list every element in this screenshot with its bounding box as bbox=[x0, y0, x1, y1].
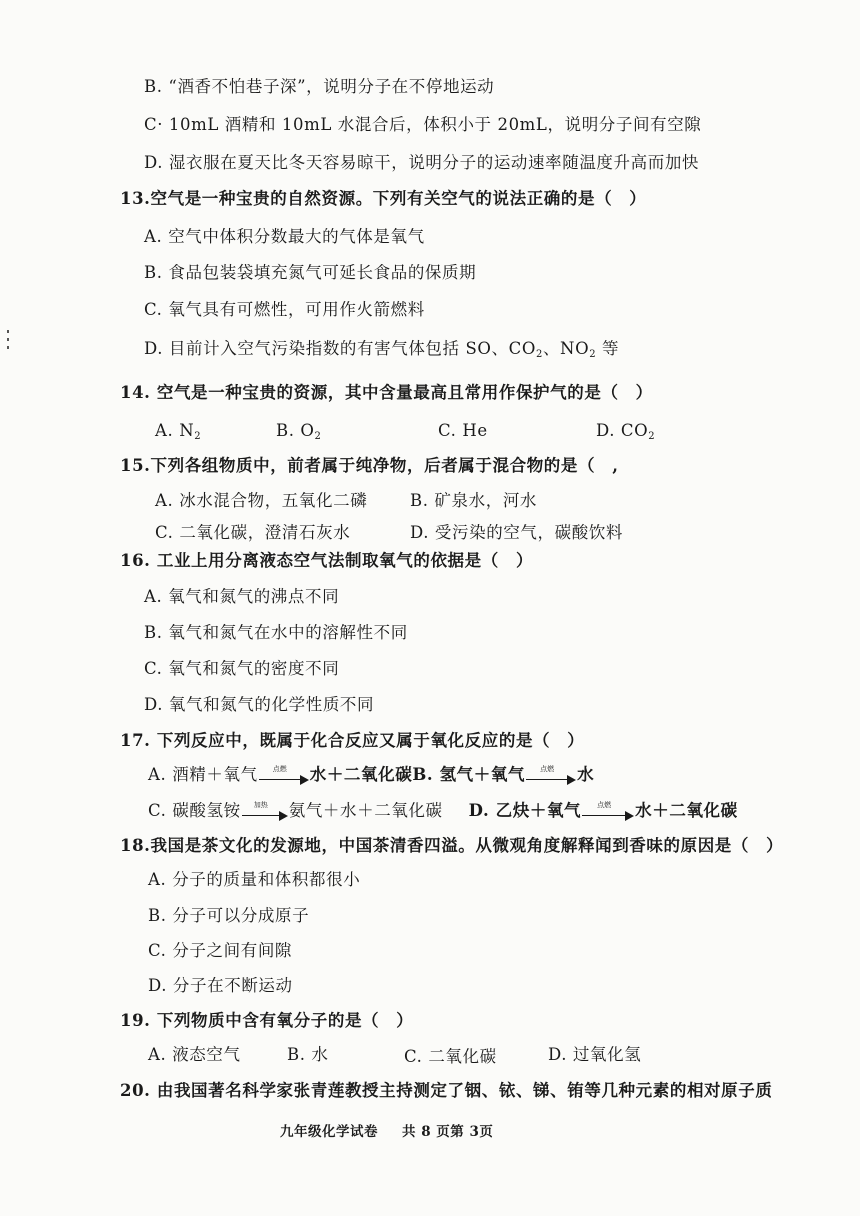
q13-option-c: C. 氧气具有可燃性，可用作火箭燃料 bbox=[144, 300, 425, 319]
q17-options-cd bbox=[148, 800, 738, 822]
q13-option-b: B. 食品包装袋填充氮气可延长食品的保质期 bbox=[144, 263, 477, 282]
q17-option-c-right: 氨气＋水＋二氧化碳 bbox=[288, 801, 443, 820]
q18-option-d: D. 分子在不断运动 bbox=[148, 976, 293, 995]
reaction-arrow-icon: 点燃 bbox=[259, 768, 309, 784]
q17-option-b-right: 水 bbox=[577, 765, 595, 784]
reaction-arrow-icon: 点燃 bbox=[526, 768, 576, 784]
q17-option-b-left: B. 氢气＋氧气 bbox=[412, 765, 526, 784]
q18-option-b: B. 分子可以分成原子 bbox=[148, 906, 310, 925]
q17-option-a-right: 水＋二氧化碳 bbox=[309, 765, 413, 784]
q12-option-b: B. “酒香不怕巷子深”，说明分子在不停地运动 bbox=[144, 77, 495, 96]
q15-option-a: A. 冰水混合物，五氧化二磷 bbox=[155, 491, 368, 510]
page-footer bbox=[280, 1120, 493, 1140]
q19-option-a: A. 液态空气 bbox=[148, 1045, 241, 1064]
q18-option-c: C. 分子之间有间隙 bbox=[148, 941, 293, 960]
reaction-arrow-icon: 点燃 bbox=[582, 804, 634, 820]
q14-option-d: D. $CO_2$ bbox=[596, 421, 656, 442]
q14-option-c: C. He bbox=[438, 421, 488, 440]
q17-option-d-left: D. 乙炔＋氧气 bbox=[468, 801, 582, 820]
q19-option-b: B. 水 bbox=[287, 1045, 329, 1064]
q17-option-d-right: 水＋二氧化碳 bbox=[635, 801, 738, 820]
q12-option-c: C· 10mL 酒精和 10mL 水混合后，体积小于 20mL，说明分子间有空隙 bbox=[144, 115, 702, 134]
q13-stem: 13.空气是一种宝贵的自然资源。下列有关空气的说法正确的是（ ） bbox=[120, 189, 647, 208]
footer-page-number: 共 8 页第 3页 bbox=[402, 1124, 494, 1140]
q17-options-ab bbox=[148, 764, 594, 786]
q18-option-a: A. 分子的质量和体积都很小 bbox=[148, 870, 361, 889]
q17-stem: 17. 下列反应中，既属于化合反应又属于氧化反应的是（ ） bbox=[120, 731, 585, 750]
q19-stem: 19. 下列物质中含有氧分子的是（ ） bbox=[120, 1011, 414, 1030]
reaction-arrow-icon: 加热 bbox=[242, 804, 288, 820]
q13-option-a: A. 空气中体积分数最大的气体是氧气 bbox=[144, 227, 425, 246]
q13-option-d: D. 目前计入空气污染指数的有害气体包括 SO、$CO_2$、$NO_2$ 等 bbox=[144, 339, 620, 360]
q17-option-a-left: A. 酒精＋氧气 bbox=[148, 765, 258, 784]
q19-option-d: D. 过氧化氢 bbox=[548, 1045, 642, 1064]
q15-option-c: C. 二氧化碳，澄清石灰水 bbox=[155, 523, 351, 542]
q15-option-d: D. 受污染的空气，碳酸饮料 bbox=[410, 523, 624, 542]
q14-option-a: A. $N_2$ bbox=[155, 421, 202, 442]
q16-option-a: A. 氧气和氮气的沸点不同 bbox=[144, 587, 340, 606]
footer-title: 九年级化学试卷 bbox=[280, 1124, 378, 1140]
q20-stem: 20. 由我国著名科学家张青莲教授主持测定了铟、铱、锑、铕等几种元素的相对原子质 bbox=[120, 1081, 773, 1100]
q16-option-b: B. 氧气和氮气在水中的溶解性不同 bbox=[144, 623, 408, 642]
q15-stem: 15.下列各组物质中，前者属于纯净物，后者属于混合物的是（ , bbox=[120, 456, 619, 475]
q15-option-b: B. 矿泉水，河水 bbox=[410, 491, 538, 510]
q12-option-d: D. 湿衣服在夏天比冬天容易晾干，说明分子的运动速率随温度升高而加快 bbox=[144, 153, 700, 172]
q14-option-b: B. $O_2$ bbox=[276, 421, 322, 442]
q16-option-c: C. 氧气和氮气的密度不同 bbox=[144, 659, 340, 678]
q18-stem: 18.我国是茶文化的发源地，中国茶清香四溢。从微观角度解释闻到香味的原因是（ ） bbox=[120, 836, 784, 855]
q17-option-c-left: C. 碳酸氢铵 bbox=[148, 801, 241, 820]
q16-stem: 16. 工业上用分离液态空气法制取氧气的依据是（ ） bbox=[120, 551, 534, 570]
q16-option-d: D. 氧气和氮气的化学性质不同 bbox=[144, 695, 375, 714]
q19-option-c: C. 二氧化碳 bbox=[404, 1047, 497, 1066]
q14-stem: 14. 空气是一种宝贵的资源，其中含量最高且常用作保护气的是（ ） bbox=[120, 383, 653, 402]
scan-mark bbox=[7, 330, 9, 352]
